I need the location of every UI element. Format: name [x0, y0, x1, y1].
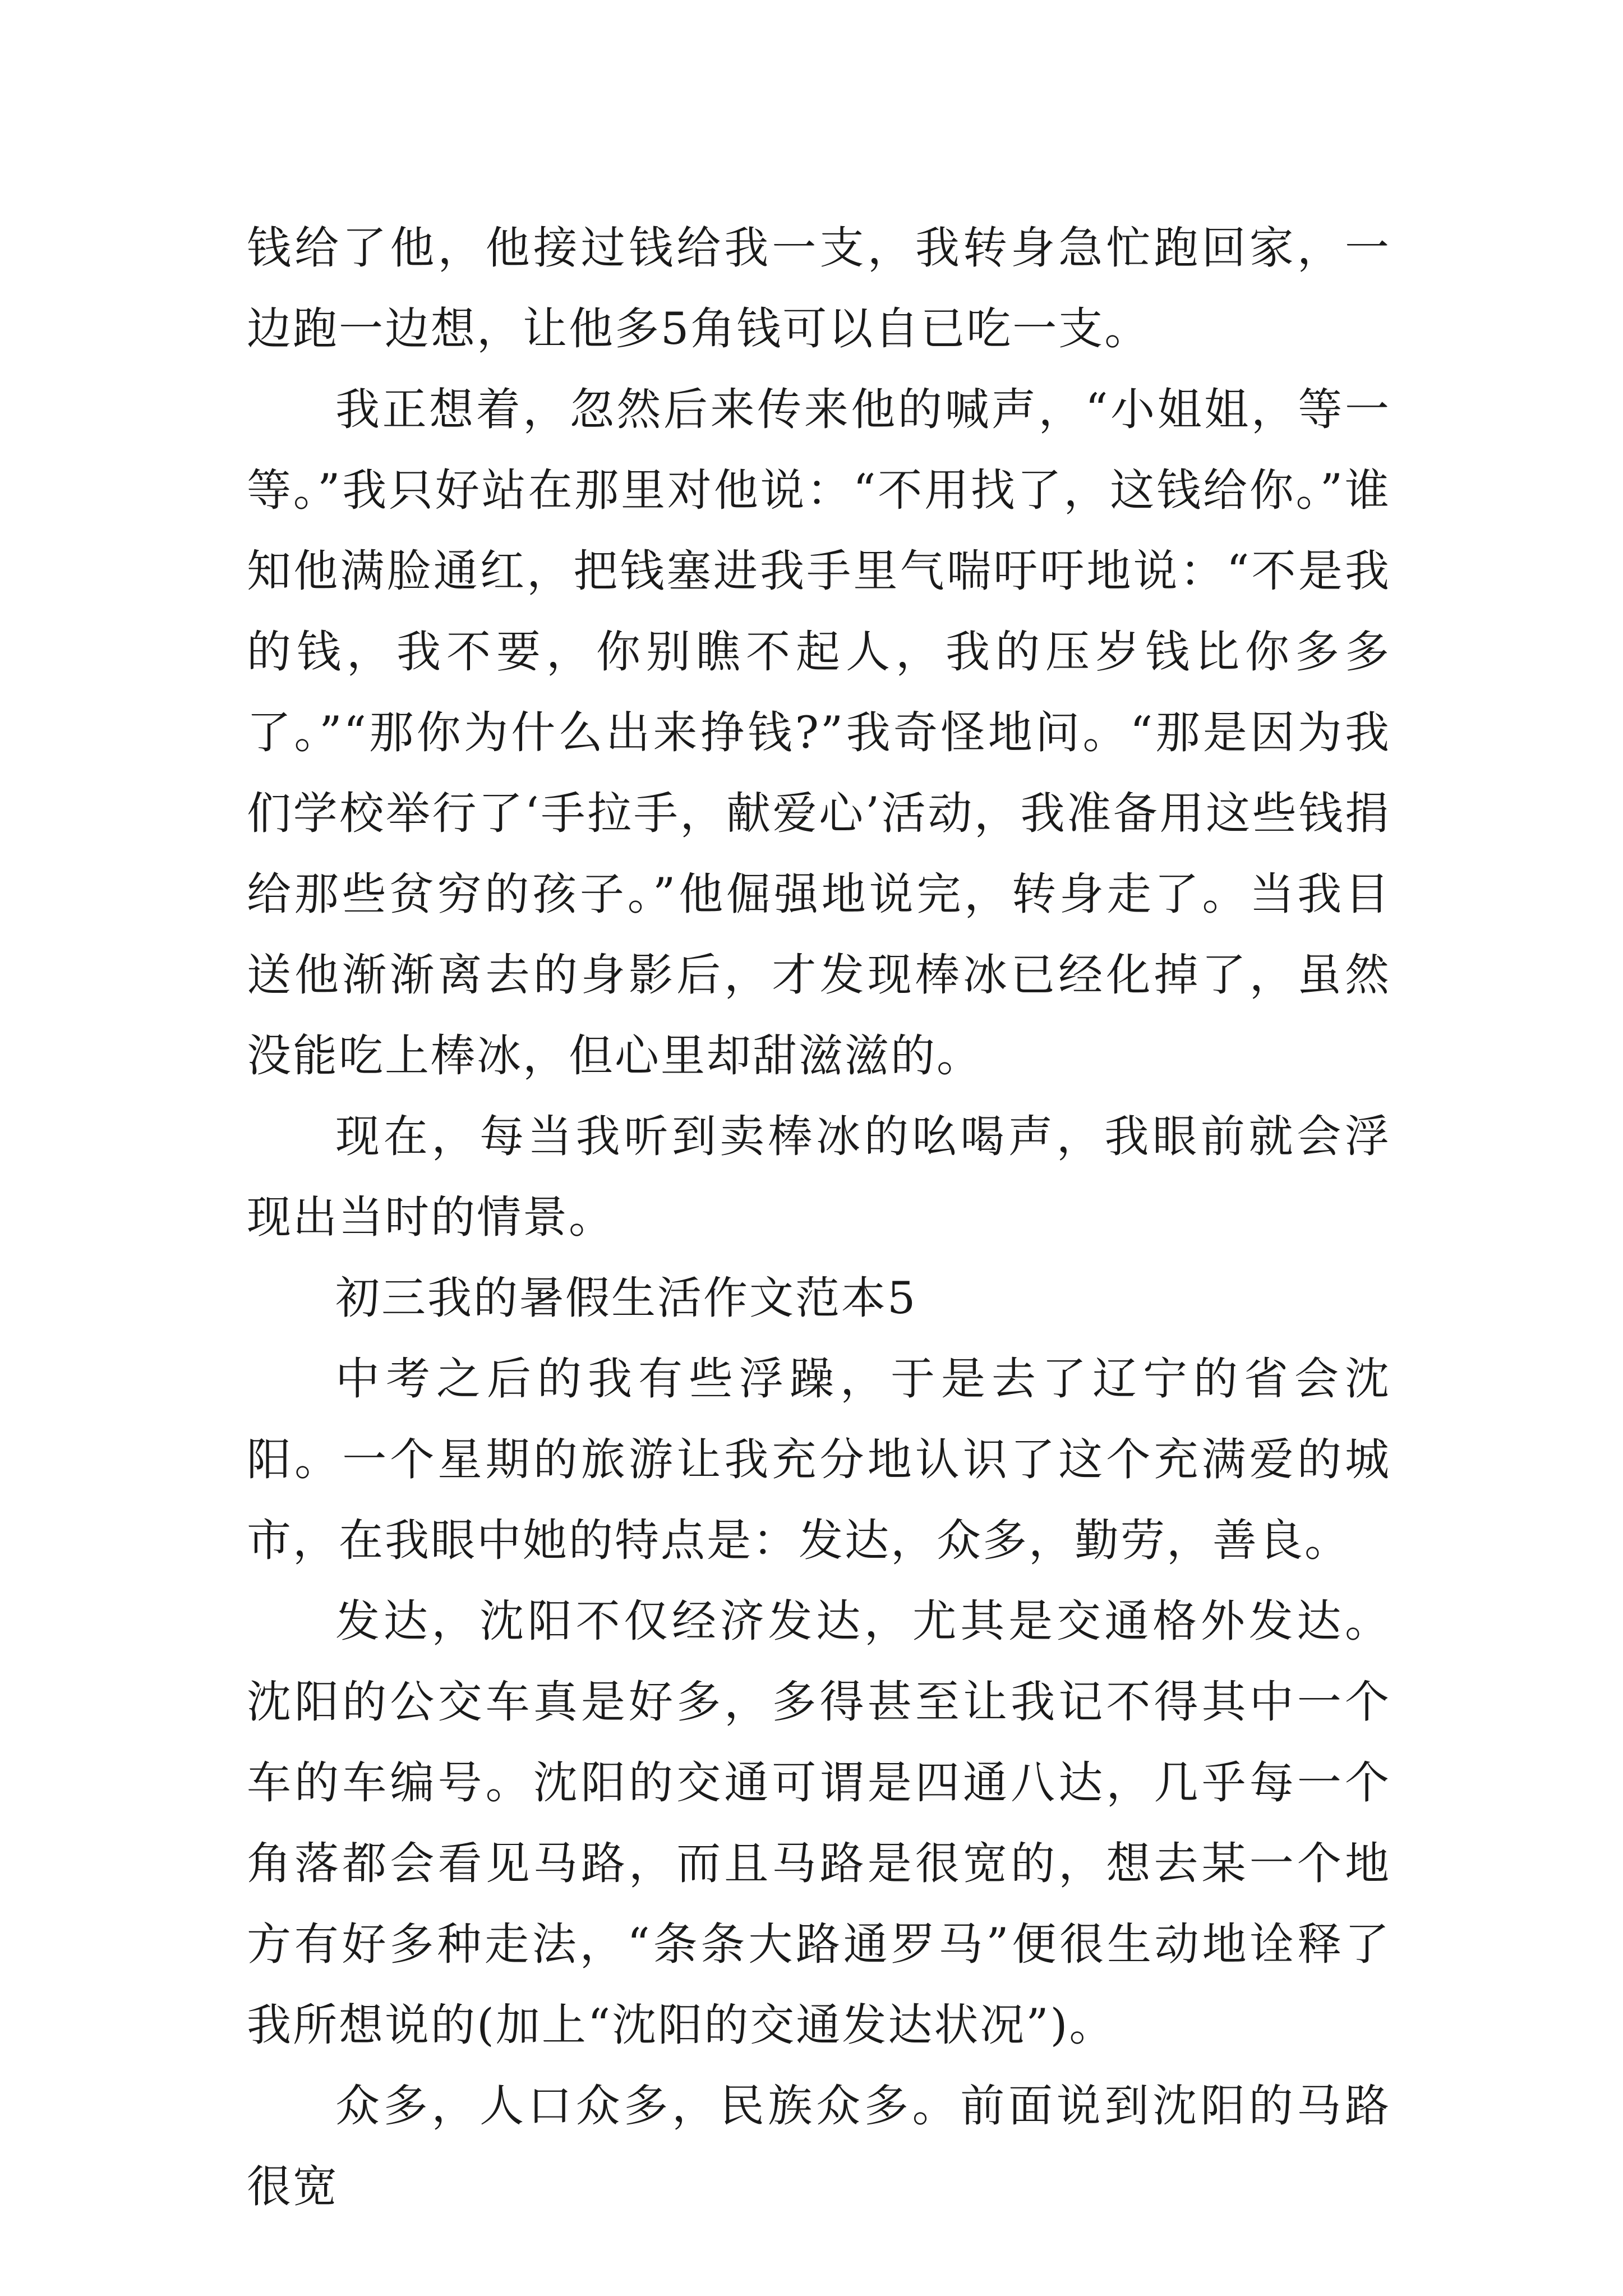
- section-heading: 初三我的暑假生活作文范本5: [335, 1272, 917, 1324]
- document-body: [247, 208, 1391, 2227]
- paragraph: 众多，人口众多，民族众多。前面说到沈阳的马路很宽: [247, 2080, 1391, 2212]
- paragraph: 发达，沈阳不仅经济发达，尤其是交通格外发达。沈阳的公交车真是好多，多得甚至让我记不得其中一个车的车编号。沈阳的交通可谓是四通八达，几乎每一个角落都会看见马路，而且马路是很宽的，想去某一个地方有好多种走法，“条条大路通罗马”便很生动地诠释了我所想说的(加上“沈阳的交通发达状况”)。: [247, 1595, 1391, 2051]
- paragraph: 我正想着，忽然后来传来他的喊声，“小姐姐，等一等。”我只好站在那里对他说：“不用找了，这钱给你。”谁知他满脸通红，把钱塞进我手里气喘吁吁地说：“不是我的钱，我不要，你别瞧不起人，我的压岁钱比你多多了。”“那你为什么出来挣钱?”我奇怪地问。“那是因为我们学校举行了‘手拉手，献爱心’活动，我准备用这些钱捐给那些贫穷的孩子。”他倔强地说完，转身走了。当我目送他渐渐离去的身影后，才发现棒冰已经化掉了，虽然没能吃上棒冰，但心里却甜滋滋的。: [247, 384, 1391, 1082]
- paragraph-continued: 钱给了他，他接过钱给我一支，我转身急忙跑回家，一边跑一边想，让他多5角钱可以自已吃一支。: [247, 222, 1391, 355]
- paragraph: 现在，每当我听到卖棒冰的吆喝声，我眼前就会浮现出当时的情景。: [247, 1111, 1391, 1243]
- paragraph: 中考之后的我有些浮躁，于是去了辽宁的省会沈阳。一个星期的旅游让我充分地认识了这个充满爱的城市，在我眼中她的特点是：发达，众多，勤劳，善良。: [247, 1353, 1391, 1566]
